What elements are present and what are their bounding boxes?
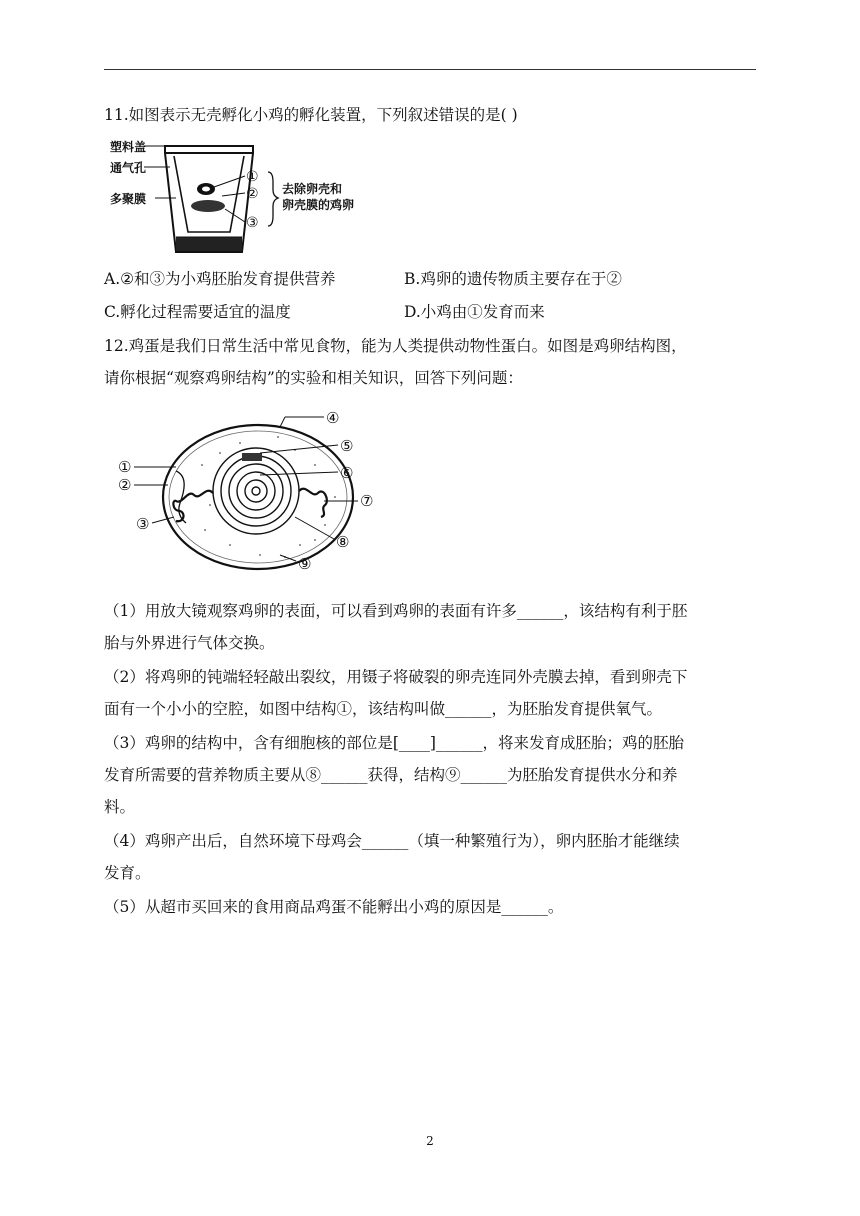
label-lid: 塑料盖	[110, 140, 147, 154]
q11-option-d[interactable]: D.小鸡由①发育而来	[404, 303, 545, 321]
yolk	[191, 200, 225, 212]
q12-part3-line1: （3）鸡卵的结构中，含有细胞核的部位是[____]______，将来发育成胚胎；鸡的胚胎	[104, 734, 684, 752]
q12-stem-line2: 请你根据“观察鸡卵结构”的实验和相关知识，回答下列问题：	[104, 369, 523, 387]
q12-marker-5: ⑤	[340, 437, 354, 455]
q11-stem: 11.如图表示无壳孵化小鸡的孵化装置，下列叙述错误的是( )	[104, 106, 518, 124]
q12-stem-line1: 12.鸡蛋是我们日常生活中常见食物，能为人类提供动物性蛋白。如图是鸡卵结构图，	[104, 337, 687, 355]
q12-marker-9: ⑨	[298, 555, 312, 573]
q11-marker-3: ③	[246, 215, 259, 231]
label-vent: 通气孔	[110, 161, 147, 175]
q12-part1-line2: 胎与外界进行气体交换。	[104, 634, 275, 652]
q12-part1-line1: （1）用放大镜观察鸡卵的表面，可以看到鸡卵的表面有许多______，该结构有利于胚	[104, 602, 688, 620]
q12-marker-4: ④	[326, 409, 340, 427]
q12-part2-line1: （2）将鸡卵的钝端轻轻敲出裂纹，用镊子将破裂的卵壳连同外壳膜去掉，看到卵壳下	[104, 668, 688, 686]
q11-option-a[interactable]: A.②和③为小鸡胚胎发育提供营养	[104, 270, 336, 288]
q12-marker-2: ②	[118, 476, 132, 494]
q12-part4-line2: 发育。	[104, 864, 151, 882]
plastic-lid	[165, 146, 253, 153]
q11-marker-1: ①	[246, 169, 259, 185]
q12-part2-line2: 面有一个小小的空腔，如图中结构①，该结构叫做______，为胚胎发育提供氧气。	[104, 700, 663, 718]
header-rule	[104, 69, 756, 70]
q11-option-b[interactable]: B.鸡卵的遗传物质主要存在于②	[404, 270, 622, 288]
germinal-disc	[242, 453, 262, 461]
q12-marker-8: ⑧	[336, 533, 350, 551]
brace-label-2: 卵壳膜的鸡卵	[282, 198, 355, 212]
q12-marker-7: ⑦	[360, 492, 374, 510]
q11-incubator-figure	[110, 134, 370, 256]
q12-egg-structure-figure	[110, 405, 380, 580]
page-number: 2	[426, 1134, 434, 1148]
q12-marker-3: ③	[136, 515, 150, 533]
q12-marker-6: ⑥	[340, 464, 354, 482]
brace	[268, 172, 278, 226]
label-film: 多聚膜	[110, 192, 147, 206]
q11-option-c[interactable]: C.孵化过程需要适宜的温度	[104, 303, 291, 321]
q12-marker-1: ①	[118, 458, 132, 476]
cup-base-fill	[176, 237, 242, 251]
q12-part5-line1: （5）从超市买回来的食用商品鸡蛋不能孵出小鸡的原因是______。	[104, 898, 564, 916]
brace-label-1: 去除卵壳和	[282, 182, 343, 196]
q12-part3-line2: 发育所需要的营养物质主要从⑧______获得，结构⑨______为胚胎发育提供水分和养	[104, 766, 678, 784]
q12-part3-line3: 料。	[104, 798, 136, 816]
q11-marker-2: ②	[246, 186, 259, 202]
q12-part4-line1: （4）鸡卵产出后，自然环境下母鸡会______（填一种繁殖行为），卵内胚胎才能继续	[104, 832, 680, 850]
